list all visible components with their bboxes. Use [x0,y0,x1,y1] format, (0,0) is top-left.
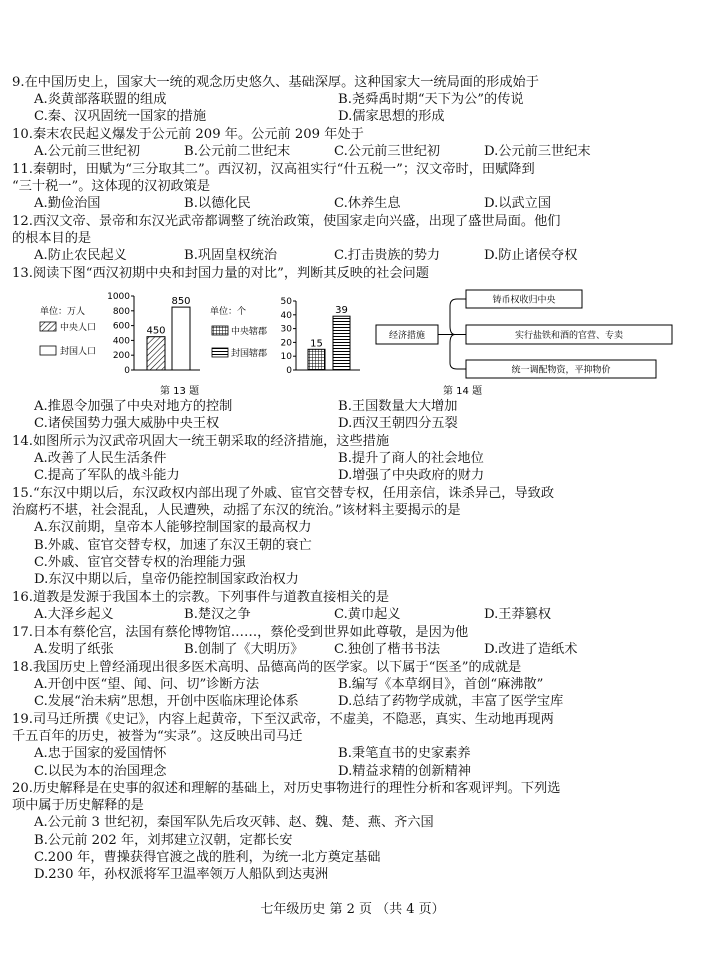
bar-value-label: 850 [171,296,191,308]
option-b: B.楚汉之争 [184,607,251,623]
option-c: C.独创了楷书书法 [334,642,441,658]
bar [147,337,165,370]
question-stem: 16.道教是发源于我国本土的宗教。下列事件与道教直接相关的是 [12,590,390,605]
connector [450,335,466,370]
option-b: B.公元前 202 年，刘邦建立汉朝，定都长安 [34,832,293,848]
y-tick-label: 1000 [107,292,130,302]
unit-label: 单位：个 [210,307,247,317]
unit-label: 单位：万人 [40,307,86,317]
question-stem: 17.日本有蔡伦宫，法国有蔡伦博物馆……，蔡伦受到世界如此尊敬，是因为他 [12,625,469,640]
legend-swatch-feudal-prefectures [212,348,228,357]
y-tick-label: 200 [112,351,130,362]
option-d: D.东汉中期以后，皇帝仍能控制国家政治权力 [34,572,299,588]
option-a: A.大泽乡起义 [34,607,114,623]
option-b: B.秉笔直书的史家素养 [338,746,471,762]
question-stem-line-1: 20.历史解释是在史事的叙述和理解的基础上，对历史事物进行的理性分析和客观评判。下列选 [12,781,561,796]
option-c: C.外戚、宦官交替专权的治理能力强 [34,554,246,570]
economic-measures-diagram [376,290,672,378]
question-19 [12,711,702,780]
question-stem-line-1: 19.司马迁所撰《史记》，内容上起黄帝，下至汉武帝，不虚美，不隐恶，真实、生动地再现两 [12,712,554,727]
y-tick-label: 0 [286,366,292,376]
option-d: D.增强了中央政府的财力 [338,468,485,484]
option-c: C.黄巾起义 [334,607,401,623]
legend-label: 中央辖郡 [231,327,268,337]
option-a: A.开创中医“望、闻、问、切”诊断方法 [34,677,260,693]
question-9 [12,74,702,126]
option-c: C.200 年，曹操获得官渡之战的胜利，为统一北方奠定基础 [34,849,381,865]
option-c: C.休养生息 [334,196,401,212]
option-b: B.编写《本草纲目》，首创“麻沸散” [338,677,544,693]
y-tick-label: 0 [124,366,130,376]
option-b: B.巩固皇权统治 [184,248,278,264]
figure-13-caption: 第 13 题 [160,386,200,397]
prefecture-bar-chart [210,297,360,376]
branch-label: 统一调配物资，平抑物价 [511,365,611,376]
branch-label: 实行盐铁和酒的官营、专卖 [514,331,624,341]
option-a: A.炎黄部落联盟的组成 [34,92,167,108]
question-stem-line-2: 项中属于历史解释的是 [12,798,144,814]
question-17 [12,624,702,658]
option-b: B.外戚、宦官交替专权，加速了东汉王朝的衰亡 [34,537,312,553]
figure-13-14 [0,282,705,398]
bar [308,349,325,370]
option-c: C.秦、汉巩固统一国家的措施 [34,109,207,125]
branch-label: 铸币权收归中央 [492,295,556,306]
option-c: C.打击贵族的势力 [334,248,441,264]
option-a: A.勤俭治国 [34,196,101,212]
question-18 [12,659,702,711]
legend-swatch-feudal-population [40,346,56,355]
connector [450,299,466,335]
option-d: D.改进了造纸术 [484,642,578,658]
question-stem-line-1: 12.西汉文帝、景帝和东汉光武帝都调整了统治政策，使国家走向兴盛，出现了盛世局面。他们 [12,214,561,229]
legend-swatch-central-population [40,322,56,331]
y-tick-label: 40 [280,310,292,321]
option-d: D.以武立国 [484,196,552,212]
option-a: A.公元前三世纪初 [34,144,141,160]
option-a: A.发明了纸张 [34,642,114,658]
option-b: B.尧舜禹时期“天下为公”的传说 [338,92,524,108]
option-d: D.儒家思想的形成 [338,109,445,125]
option-a: A.公元前 3 世纪初，秦国军队先后攻灭韩、赵、魏、楚、燕、齐六国 [34,815,434,831]
option-a: A.东汉前期，皇帝本人能够控制国家的最高权力 [34,520,312,536]
y-tick-label: 30 [280,324,292,335]
y-tick-label: 800 [112,306,130,317]
figure-14-caption: 第 14 题 [443,386,483,397]
page-footer: 七年级历史 第 2 页 （共 4 页） [260,902,445,917]
population-bar-chart [40,292,200,376]
question-20 [12,780,702,883]
option-a: A.推恩令加强了中央对地方的控制 [34,399,233,414]
option-b: B.提升了商人的社会地位 [338,451,484,467]
bar-value-label: 39 [335,305,348,317]
option-c: C.发展“治未病”思想，开创中医临床理论体系 [34,694,299,710]
question-stem: 13.阅读下图“西汉初期中央和封国力量的对比”，判断其反映的社会问题 [12,266,429,281]
question-16 [12,589,702,623]
option-d: D.公元前三世纪末 [484,144,591,160]
y-tick-label: 20 [280,338,292,349]
option-c: C.诸侯国势力强大威胁中央王权 [34,416,220,432]
question-stem-line-2: 治腐朽不堪，社会混乱，人民遭殃，动摇了东汉的统治。”该材料主要揭示的是 [12,503,461,519]
question-stem: 9.在中国历史上，国家大一统的观念历史悠久、基础深厚。这种国家大一统局面的形成始于 [12,75,539,90]
option-b: B.王国数量大大增加 [338,399,458,414]
question-13-options [12,398,702,432]
option-c: C.公元前三世纪初 [334,144,441,160]
question-11 [12,161,702,213]
option-a: A.防止农民起义 [34,248,127,264]
bar [333,316,350,370]
option-d: D.230 年，孙权派将军卫温率领万人船队到达夷洲 [34,867,329,883]
y-tick-label: 400 [112,336,130,347]
question-10 [12,126,702,160]
legend-swatch-central-prefectures [212,326,228,335]
question-stem-line-2: 的根本目的是 [12,231,92,247]
option-d: D.王莽篡权 [484,607,552,623]
question-stem: 14.如图所示为汉武帝巩固大一统王朝采取的经济措施，这些措施 [12,434,390,449]
question-stem-line-2: 千五百年的历史，被誉为“实录”。这反映出司马迁 [12,729,303,745]
question-stem: 10.秦末农民起义爆发于公元前 209 年。公元前 209 年处于 [12,127,364,142]
question-14 [12,433,702,485]
option-a: A.忠于国家的爱国情怀 [34,746,167,762]
question-stem: 18.我国历史上曾经涌现出很多医术高明、品德高尚的医学家。以下属于“医圣”的成就是 [12,660,522,675]
y-tick-label: 50 [280,297,292,307]
option-a: A.改善了人民生活条件 [34,451,167,467]
question-15 [12,485,702,588]
option-c: C.提高了军队的战斗能力 [34,468,180,484]
question-stem-line-1: 15.“东汉中期以后，东汉政权内部出现了外戚、宦官交替专权，任用亲信，诛杀异己，导致政 [12,486,555,501]
option-b: B.创制了《大明历》 [184,642,304,658]
option-b: B.以德化民 [184,196,251,212]
root-label: 经济措施 [388,331,426,341]
legend-label: 封国人口 [60,347,97,357]
question-stem-line-1: 11.秦朝时，田赋为“三分取其二”。西汉初，汉高祖实行“什五税一”；汉文帝时，田赋降到 [12,162,535,177]
option-d: D.精益求精的创新精神 [338,763,471,779]
y-tick-label: 600 [112,321,130,332]
bar-value-label: 15 [310,338,323,350]
option-c: C.以民为本的治国理念 [34,763,167,779]
option-d: D.西汉王朝四分五裂 [338,416,458,432]
question-stem-line-2: “三十税一”。这体现的汉初政策是 [12,179,211,195]
legend-label: 封国辖郡 [231,349,268,359]
question-13 [12,265,702,282]
option-d: D.总结了药物学成就，丰富了医学宝库 [338,694,564,710]
bar [172,307,190,370]
question-12 [12,213,702,265]
option-d: D.防止诸侯夺权 [484,248,578,264]
legend-label: 中央人口 [60,323,97,333]
option-b: B.公元前二世纪末 [184,144,291,160]
y-tick-label: 10 [280,352,292,363]
bar-value-label: 450 [146,325,166,337]
